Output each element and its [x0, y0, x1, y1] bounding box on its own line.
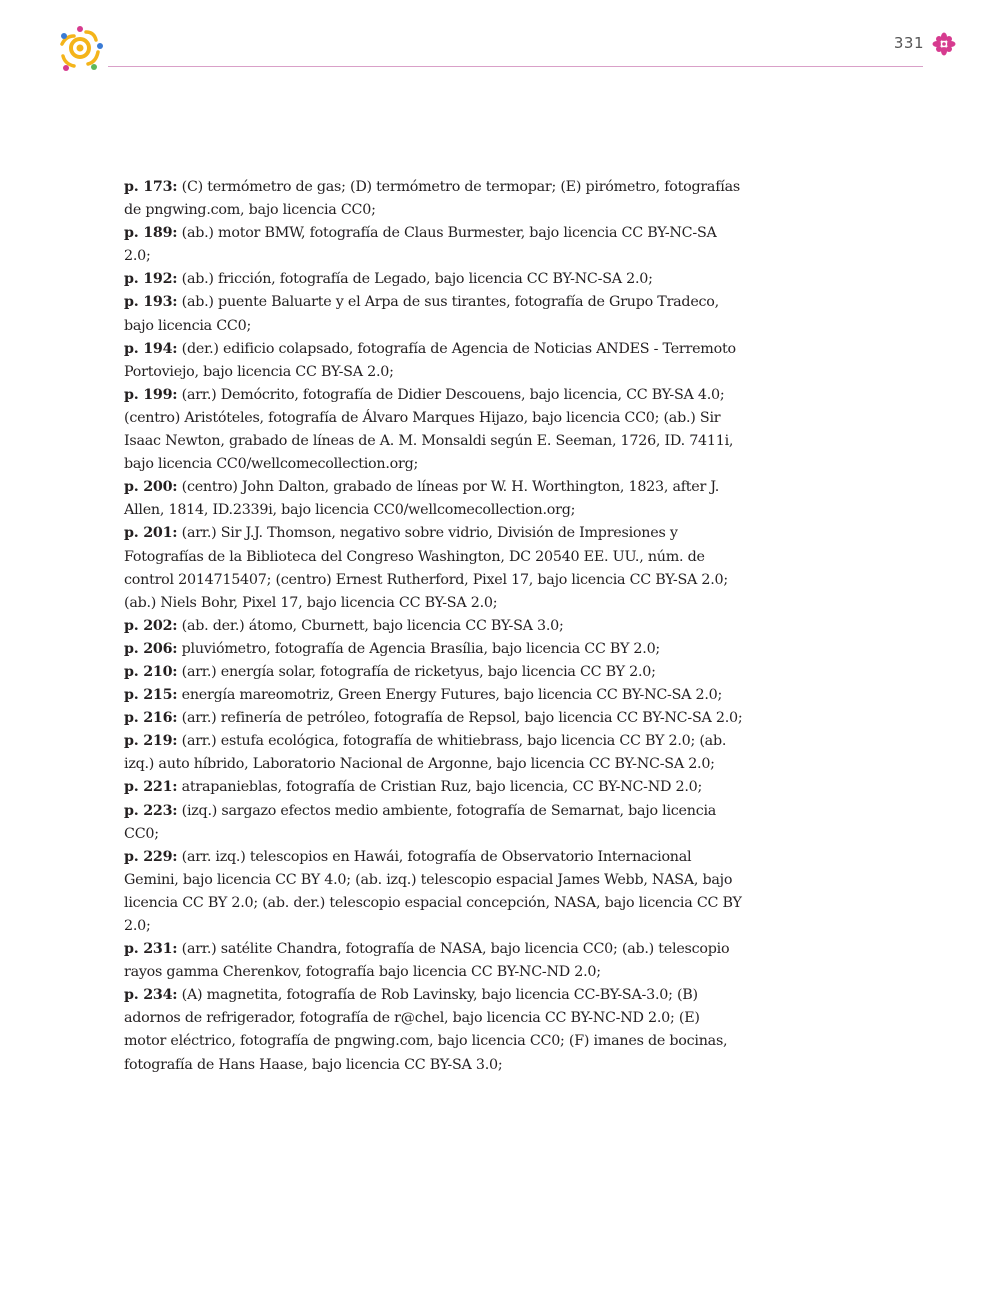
flower-icon — [932, 32, 956, 56]
credit-entry — [124, 476, 744, 522]
credit-entry — [124, 522, 744, 614]
credit-text: energía mareomotriz, Green Energy Futures, bajo licencia CC BY-NC-SA 2.0; — [181, 687, 723, 704]
credit-page-ref: p. 189: — [124, 225, 178, 242]
credit-text: (arr.) energía solar, fotografía de ricketyus, bajo licencia CC BY 2.0; — [181, 663, 656, 680]
sun-logo-icon — [56, 24, 104, 72]
credit-page-ref: p. 229: — [124, 848, 178, 865]
credit-text: (centro) John Dalton, grabado de líneas por W. H. Worthington, 1823, after J. Allen, 1814, ID.2339i, bajo licencia CC0/wellcomecollection.org; — [124, 479, 720, 519]
credit-page-ref: p. 215: — [124, 687, 178, 704]
credit-entry — [124, 615, 744, 638]
credit-text: (arr.) Sir J.J. Thomson, negativo sobre vidrio, División de Impresiones y Fotografías de la Biblioteca del Congreso Washington, DC 20540 EE. UU., núm. de control 2014715407; (centro) Ernest Rutherford, Pixel 17, bajo licencia CC BY-SA 2.0; (ab.) Niels Bohr, Pixel 17, bajo licencia CC BY-SA 2.0; — [124, 525, 728, 611]
credit-text: atrapanieblas, fotografía de Cristian Ruz, bajo licencia, CC BY-NC-ND 2.0; — [181, 779, 703, 796]
credit-text: (ab.) puente Baluarte y el Arpa de sus tirantes, fotografía de Grupo Tradeco, bajo licencia CC0; — [124, 294, 719, 334]
credit-page-ref: p. 234: — [124, 987, 178, 1004]
credit-entry — [124, 176, 744, 222]
image-credits-list — [124, 176, 744, 1077]
credit-page-ref: p. 216: — [124, 710, 178, 727]
credit-text: (arr. izq.) telescopios en Hawái, fotografía de Observatorio Internacional Gemini, bajo licencia CC BY 4.0; (ab. izq.) telescopio espacial James Webb, NASA, bajo licencia CC BY 2.0; (ab. der.) telescopio espacial concepción, NASA, bajo licencia CC BY 2.0; — [124, 848, 742, 934]
credit-page-ref: p. 199: — [124, 386, 178, 403]
credit-text: (ab.) motor BMW, fotografía de Claus Burmester, bajo licencia CC BY-NC-SA 2.0; — [124, 225, 717, 265]
credit-entry — [124, 384, 744, 476]
credit-page-ref: p. 193: — [124, 294, 178, 311]
credit-entry — [124, 638, 744, 661]
credit-text: (arr.) estufa ecológica, fotografía de whitiebrass, bajo licencia CC BY 2.0; (ab. izq.) auto híbrido, Laboratorio Nacional de Argonne, bajo licencia CC BY-NC-SA 2.0; — [124, 733, 727, 773]
credit-text: (ab.) fricción, fotografía de Legado, bajo licencia CC BY-NC-SA 2.0; — [181, 271, 653, 288]
credit-entry — [124, 661, 744, 684]
credit-text: (A) magnetita, fotografía de Rob Lavinsky, bajo licencia CC-BY-SA-3.0; (B) adornos de refrigerador, fotografía de r@chel, bajo licencia CC BY-NC-ND 2.0; (E) motor eléctrico, fotografía de pngwing.com, bajo licencia CC0; (F) imanes de bocinas, fotografía de Hans Haase, bajo licencia CC BY-SA 3.0; — [124, 987, 728, 1073]
credit-entry — [124, 222, 744, 268]
credit-page-ref: p. 221: — [124, 779, 178, 796]
credit-entry — [124, 684, 744, 707]
credit-page-ref: p. 210: — [124, 663, 178, 680]
credit-entry — [124, 776, 744, 799]
credit-entry — [124, 268, 744, 291]
credit-page-ref: p. 223: — [124, 802, 178, 819]
credit-entry — [124, 338, 744, 384]
credit-text: pluviómetro, fotografía de Agencia Brasília, bajo licencia CC BY 2.0; — [181, 640, 660, 657]
credit-text: (izq.) sargazo efectos medio ambiente, fotografía de Semarnat, bajo licencia CC0; — [124, 802, 717, 842]
credit-entry — [124, 938, 744, 984]
credit-entry — [124, 984, 744, 1076]
credit-page-ref: p. 202: — [124, 617, 178, 634]
credit-entry — [124, 291, 744, 337]
credit-page-ref: p. 200: — [124, 479, 178, 496]
credit-page-ref: p. 173: — [124, 179, 178, 195]
credit-entry — [124, 800, 744, 846]
credit-entry — [124, 730, 744, 776]
credit-entry — [124, 846, 744, 938]
credit-text: (arr.) Demócrito, fotografía de Didier Descouens, bajo licencia, CC BY-SA 4.0; (centro) Aristóteles, fotografía de Álvaro Marques Hijazo, bajo licencia CC0; (ab.) Sir Isaac Newton, grabado de líneas de A. M. Monsaldi según E. Seeman, 1726, ID. 7411i, bajo licencia CC0/wellcomecollection.org; — [124, 386, 734, 473]
credit-text: (arr.) satélite Chandra, fotografía de NASA, bajo licencia CC0; (ab.) telescopio rayos gamma Cherenkov, fotografía bajo licencia CC BY-NC-ND 2.0; — [124, 941, 730, 981]
credit-page-ref: p. 231: — [124, 941, 178, 958]
page-number: 331 — [893, 34, 924, 52]
credit-text: (der.) edificio colapsado, fotografía de Agencia de Noticias ANDES - Terremoto Portoviejo, bajo licencia CC BY-SA 2.0; — [124, 340, 736, 380]
credit-entry — [124, 707, 744, 730]
credit-page-ref: p. 192: — [124, 271, 178, 288]
credit-page-ref: p. 206: — [124, 640, 178, 657]
credit-page-ref: p. 219: — [124, 733, 178, 750]
header-rule — [108, 66, 923, 67]
credit-text: (arr.) refinería de petróleo, fotografía de Repsol, bajo licencia CC BY-NC-SA 2.0; — [181, 710, 743, 727]
credit-page-ref: p. 201: — [124, 525, 178, 542]
credit-text: (ab. der.) átomo, Cburnett, bajo licencia CC BY-SA 3.0; — [181, 617, 564, 634]
credit-text: (C) termómetro de gas; (D) termómetro de termopar; (E) pirómetro, fotografías de pngwing.com, bajo licencia CC0; — [124, 179, 740, 219]
credit-page-ref: p. 194: — [124, 340, 178, 357]
